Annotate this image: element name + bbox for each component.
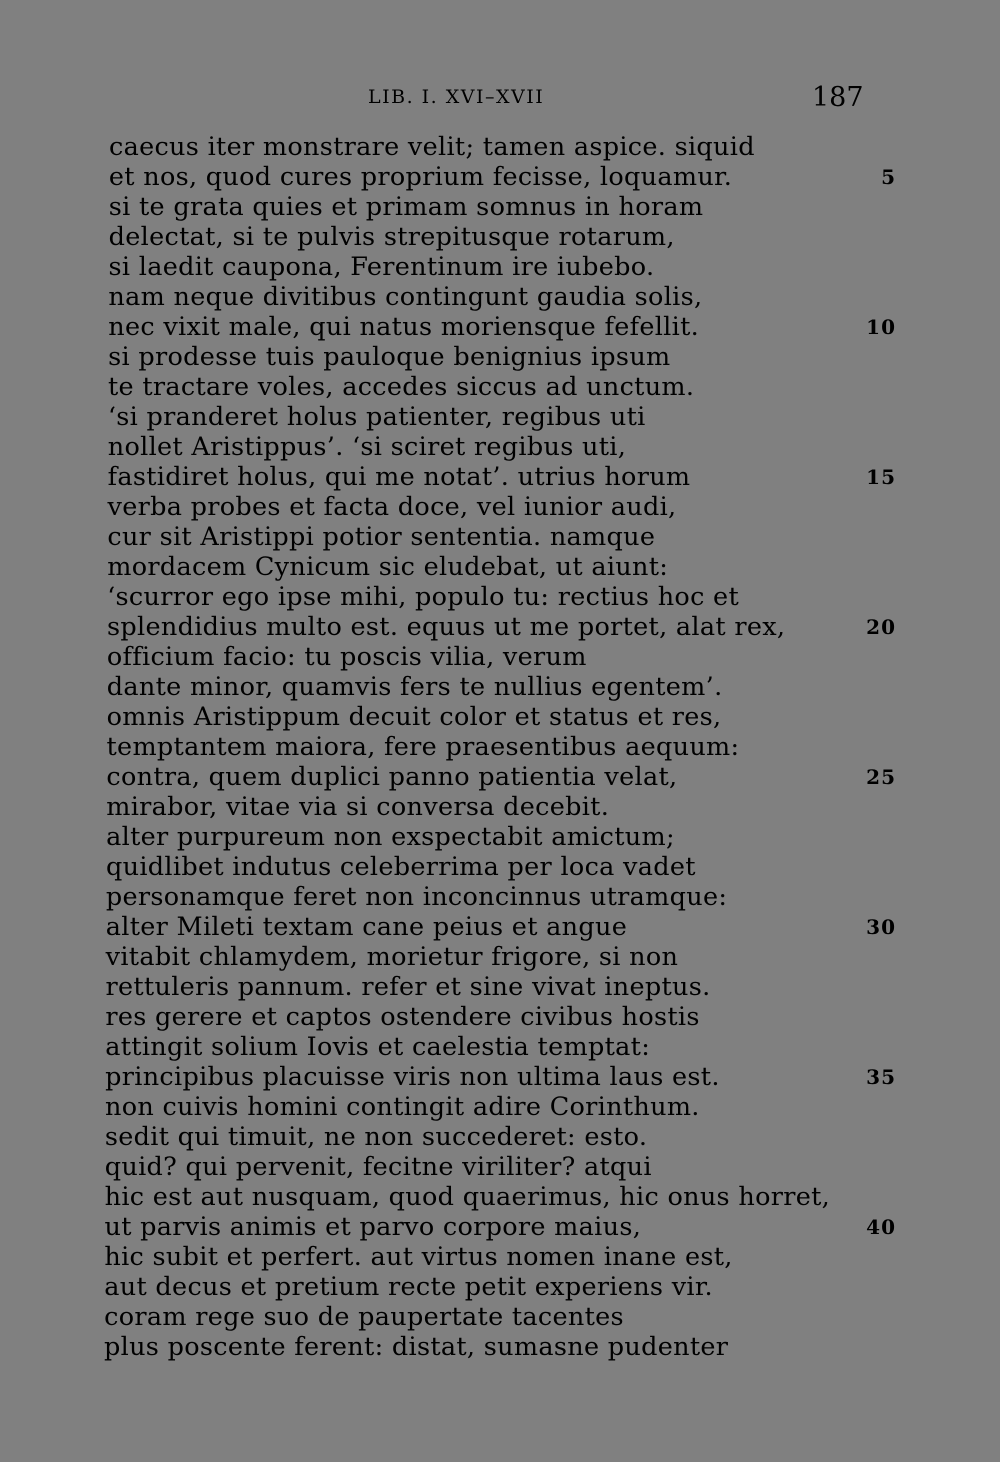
poem-text [0, 132, 1000, 1362]
line-number: 40 [866, 1215, 896, 1239]
verse-line [0, 462, 1000, 492]
verse-line [0, 942, 1000, 972]
verse-line [0, 552, 1000, 582]
verse-line [0, 672, 1000, 702]
verse-line [0, 492, 1000, 522]
verse-line [0, 1242, 1000, 1272]
verse-line [0, 1092, 1000, 1122]
verse-text: hic subit et perfert. aut virtus nomen inane est, [104, 1242, 733, 1272]
verse-text: splendidius multo est. equus ut me portet, alat rex, [107, 612, 786, 642]
verse-text: officium facio: tu poscis vilia, verum [106, 642, 587, 672]
verse-line [0, 882, 1000, 912]
verse-text: rettuleris pannum. refer et sine vivat ineptus. [105, 972, 711, 1002]
verse-text: nollet Aristippus’. ‘si sciret regibus uti, [107, 432, 627, 462]
verse-text: plus poscente ferent: distat, sumasne pudenter [104, 1332, 729, 1362]
verse-text: quid? qui pervenit, fecitne viriliter? atqui [104, 1152, 652, 1182]
verse-text: hic est aut nusquam, quod quaerimus, hic onus horret, [104, 1182, 831, 1212]
verse-line [0, 1062, 1000, 1092]
line-number: 15 [866, 465, 896, 489]
line-number: 35 [866, 1065, 896, 1089]
verse-line [0, 792, 1000, 822]
verse-line [0, 702, 1000, 732]
verse-text: ‘si pranderet holus patienter, regibus uti [107, 402, 646, 432]
verse-line [0, 582, 1000, 612]
verse-line [0, 372, 1000, 402]
running-head: LIB. I. XVI–XVII [368, 86, 545, 108]
verse-line [0, 1182, 1000, 1212]
verse-text: attingit solium Iovis et caelestia temptat: [105, 1032, 651, 1062]
verse-line [0, 342, 1000, 372]
line-number: 30 [866, 915, 896, 939]
verse-line [0, 162, 1000, 192]
page-number: 187 [812, 82, 864, 113]
verse-text: cur sit Aristippi potior sententia. namque [107, 522, 656, 552]
verse-line [0, 252, 1000, 282]
verse-text: nam neque divitibus contingunt gaudia solis, [108, 282, 703, 312]
verse-text: mirabor, vitae via si conversa decebit. [106, 792, 610, 822]
verse-line [0, 522, 1000, 552]
verse-text: verba probes et facta doce, vel iunior audi, [107, 492, 677, 522]
verse-line [0, 432, 1000, 462]
verse-line [0, 852, 1000, 882]
verse-text: vitabit chlamydem, morietur frigore, si non [105, 942, 679, 972]
verse-text: principibus placuisse viris non ultima laus est. [105, 1062, 720, 1092]
verse-text: alter purpureum non exspectabit amictum; [106, 822, 675, 852]
verse-text: dante minor, quamvis fers te nullius egentem’. [106, 672, 723, 702]
verse-line [0, 282, 1000, 312]
verse-line [0, 1212, 1000, 1242]
verse-line [0, 132, 1000, 162]
verse-text: omnis Aristippum decuit color et status et res, [106, 702, 722, 732]
verse-text: non cuivis homini contingit adire Corinthum. [105, 1092, 700, 1122]
verse-line [0, 1002, 1000, 1032]
verse-text: personamque feret non inconcinnus utramque: [105, 882, 728, 912]
verse-line [0, 222, 1000, 252]
verse-text: temptantem maiora, fere praesentibus aequum: [106, 732, 740, 762]
verse-text: contra, quem duplici panno patientia velat, [106, 762, 678, 792]
verse-text: si laedit caupona, Ferentinum ire iubebo. [108, 252, 655, 282]
verse-text: sedit qui timuit, ne non succederet: esto. [104, 1122, 648, 1152]
verse-text: quidlibet indutus celeberrima per loca vadet [106, 852, 696, 882]
verse-line [0, 1272, 1000, 1302]
verse-line [0, 972, 1000, 1002]
verse-text: nec vixit male, qui natus moriensque fefellit. [108, 312, 700, 342]
verse-text: aut decus et pretium recte petit experiens vir. [104, 1272, 713, 1302]
verse-text: coram rege suo de paupertate tacentes [104, 1302, 624, 1332]
verse-text: si prodesse tuis pauloque benignius ipsum [108, 342, 671, 372]
verse-line [0, 1032, 1000, 1062]
verse-text: fastidiret holus, qui me notat’. utrius horum [107, 462, 691, 492]
verse-text: et nos, quod cures proprium fecisse, loquamur. [108, 162, 733, 192]
verse-line [0, 642, 1000, 672]
verse-line [0, 762, 1000, 792]
verse-text: si te grata quies et primam somnus in horam [108, 192, 704, 222]
verse-text: delectat, si te pulvis strepitusque rotarum, [108, 222, 675, 252]
verse-text: res gerere et captos ostendere civibus hostis [105, 1002, 700, 1032]
verse-text: ‘scurror ego ipse mihi, populo tu: rectius hoc et [107, 582, 739, 612]
verse-line [0, 732, 1000, 762]
verse-text: ut parvis animis et parvo corpore maius, [104, 1212, 642, 1242]
verse-line [0, 1302, 1000, 1332]
verse-line [0, 912, 1000, 942]
line-number: 10 [866, 315, 896, 339]
verse-line [0, 1152, 1000, 1182]
verse-line [0, 822, 1000, 852]
line-number: 5 [881, 165, 896, 189]
verse-line [0, 402, 1000, 432]
verse-text: te tractare voles, accedes siccus ad unctum. [108, 372, 695, 402]
verse-line [0, 612, 1000, 642]
line-number: 25 [866, 765, 896, 789]
verse-text: caecus iter monstrare velit; tamen aspice. siquid [109, 132, 755, 162]
verse-line [0, 192, 1000, 222]
verse-text: alter Mileti textam cane peius et angue [105, 912, 628, 942]
verse-line [0, 312, 1000, 342]
verse-text: mordacem Cynicum sic eludebat, ut aiunt: [107, 552, 669, 582]
verse-line [0, 1332, 1000, 1362]
line-number: 20 [866, 615, 896, 639]
verse-line [0, 1122, 1000, 1152]
